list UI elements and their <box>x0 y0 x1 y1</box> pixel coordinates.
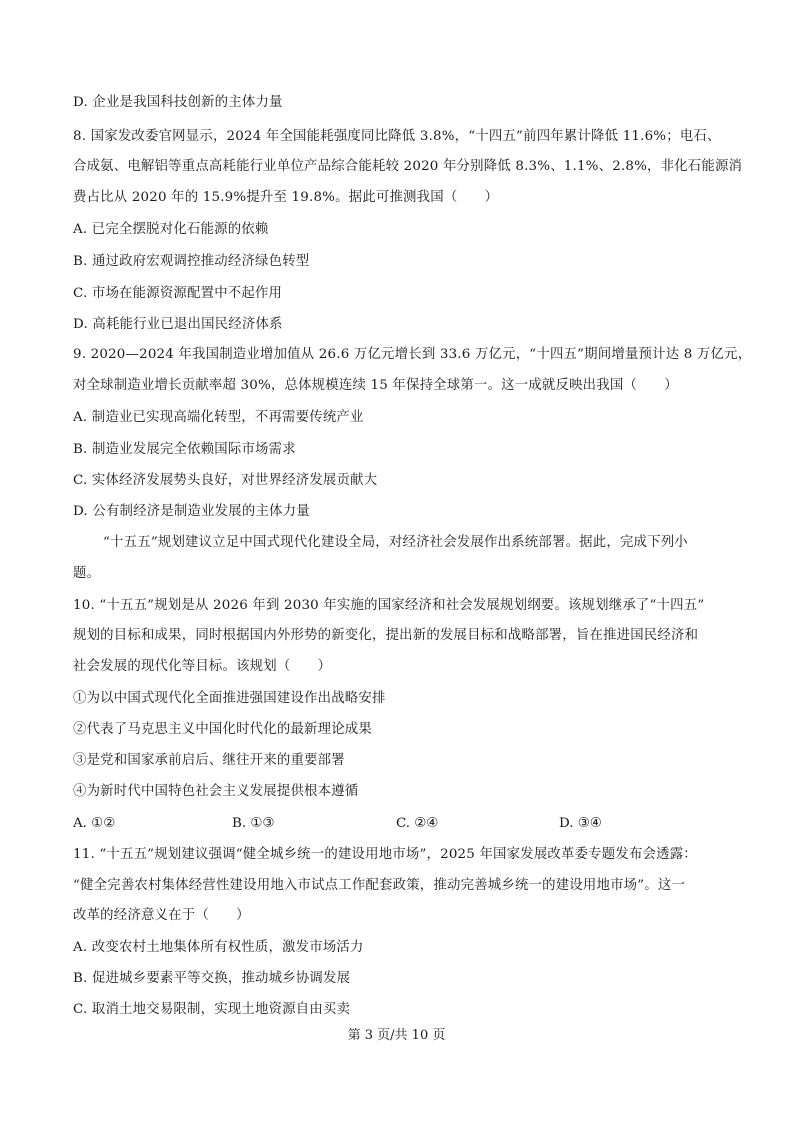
q8-option-c: C. 市场在能源资源配置中不起作用 <box>73 286 283 301</box>
q9-option-b: B. 制造业发展完全依赖国际市场需求 <box>73 442 296 457</box>
q8-stem-line-3: 费占比从 2020 年的 15.9%提升至 19.8%。据此可推测我国（ ） <box>73 190 499 205</box>
q10-statement-4: ④为新时代中国特色社会主义发展提供根本遵循 <box>73 784 359 799</box>
q10-stem-line-2: 规划的目标和成果，同时根据国内外形势的新变化，提出新的发展目标和战略部署，旨在推进国民经济和 <box>73 628 699 643</box>
q10-stem-line-1: 10. “十五五”规划是从 2026 年到 2030 年实施的国家经济和社会发展规划纲要。该规划继承了“十四五” <box>73 598 705 613</box>
q11-stem-line-1: 11. “十五五”规划建议强调“健全城乡统一的建设用地市场”，2025 年国家发展改革委专题发布会透露： <box>73 847 697 862</box>
q11-option-c: C. 取消土地交易限制，实现土地资源自由买卖 <box>73 1002 351 1017</box>
q11-stem-line-3: 改革的经济意义在于（ ） <box>73 908 250 923</box>
q10-option-b: B. ①③ <box>232 816 275 831</box>
q8-stem-line-2: 合成氨、电解铝等重点高耗能行业单位产品综合能耗较 2020 年分别降低 8.3%、1.1%、2.8%，非化石能源消 <box>73 159 743 174</box>
q10-option-a: A. ①② <box>73 816 116 831</box>
q11-stem-line-2: “健全完善农村集体经营性建设用地入市试点工作配套政策，推动完善城乡统一的建设用地市场”。这一 <box>73 878 686 893</box>
q10-option-c: C. ②④ <box>396 816 439 831</box>
q7-option-d: D. 企业是我国科技创新的主体力量 <box>73 95 283 110</box>
q8-stem-line-1: 8. 国家发改委官网显示，2024 年全国能耗强度同比降低 3.8%，“十四五”前四年累计降低 11.6%；电石、 <box>73 129 721 144</box>
q9-option-c: C. 实体经济发展势头良好，对世界经济发展贡献大 <box>73 473 378 488</box>
q9-stem-line-2: 对全球制造业增长贡献率超 30%，总体规模连续 15 年保持全球第一。这一成就反映出我国（ ） <box>73 378 678 393</box>
page-number-footer: 第 3 页/共 10 页 <box>347 1028 446 1043</box>
q9-stem-line-1: 9. 2020—2024 年我国制造业增加值从 26.6 万亿元增长到 33.6 万亿元，“十四五”期间增量预计达 8 万亿元， <box>73 347 752 362</box>
q8-option-b: B. 通过政府宏观调控推动经济绿色转型 <box>73 254 310 269</box>
q10-stem-line-3: 社会发展的现代化等目标。该规划（ ） <box>73 659 332 674</box>
q10-statement-3: ③是党和国家承前启后、继往开来的重要部署 <box>73 753 345 768</box>
q9-option-a: A. 制造业已实现高端化转型，不再需要传统产业 <box>73 410 364 425</box>
q10-options-row <box>73 815 723 833</box>
q9-option-d: D. 公有制经济是制造业发展的主体力量 <box>73 504 310 519</box>
q10-statement-1: ①为以中国式现代化全面推进强国建设作出战略安排 <box>73 691 386 706</box>
q10-option-d: D. ③④ <box>559 816 602 831</box>
q11-option-b: B. 促进城乡要素平等交换，推动城乡协调发展 <box>73 971 351 986</box>
q8-option-d: D. 高耗能行业已退出国民经济体系 <box>73 317 283 332</box>
section-intro-line-1: “十五五”规划建议立足中国式现代化建设全局，对经济社会发展作出系统部署。据此，完成下列小 <box>103 535 688 550</box>
q8-option-a: A. 已完全摆脱对化石能源的依赖 <box>73 222 269 237</box>
section-intro-line-2: 题。 <box>73 566 101 581</box>
q10-statement-2: ②代表了马克思主义中国化时代化的最新理论成果 <box>73 722 372 737</box>
q11-option-a: A. 改变农村土地集体所有权性质，激发市场活力 <box>73 940 364 955</box>
